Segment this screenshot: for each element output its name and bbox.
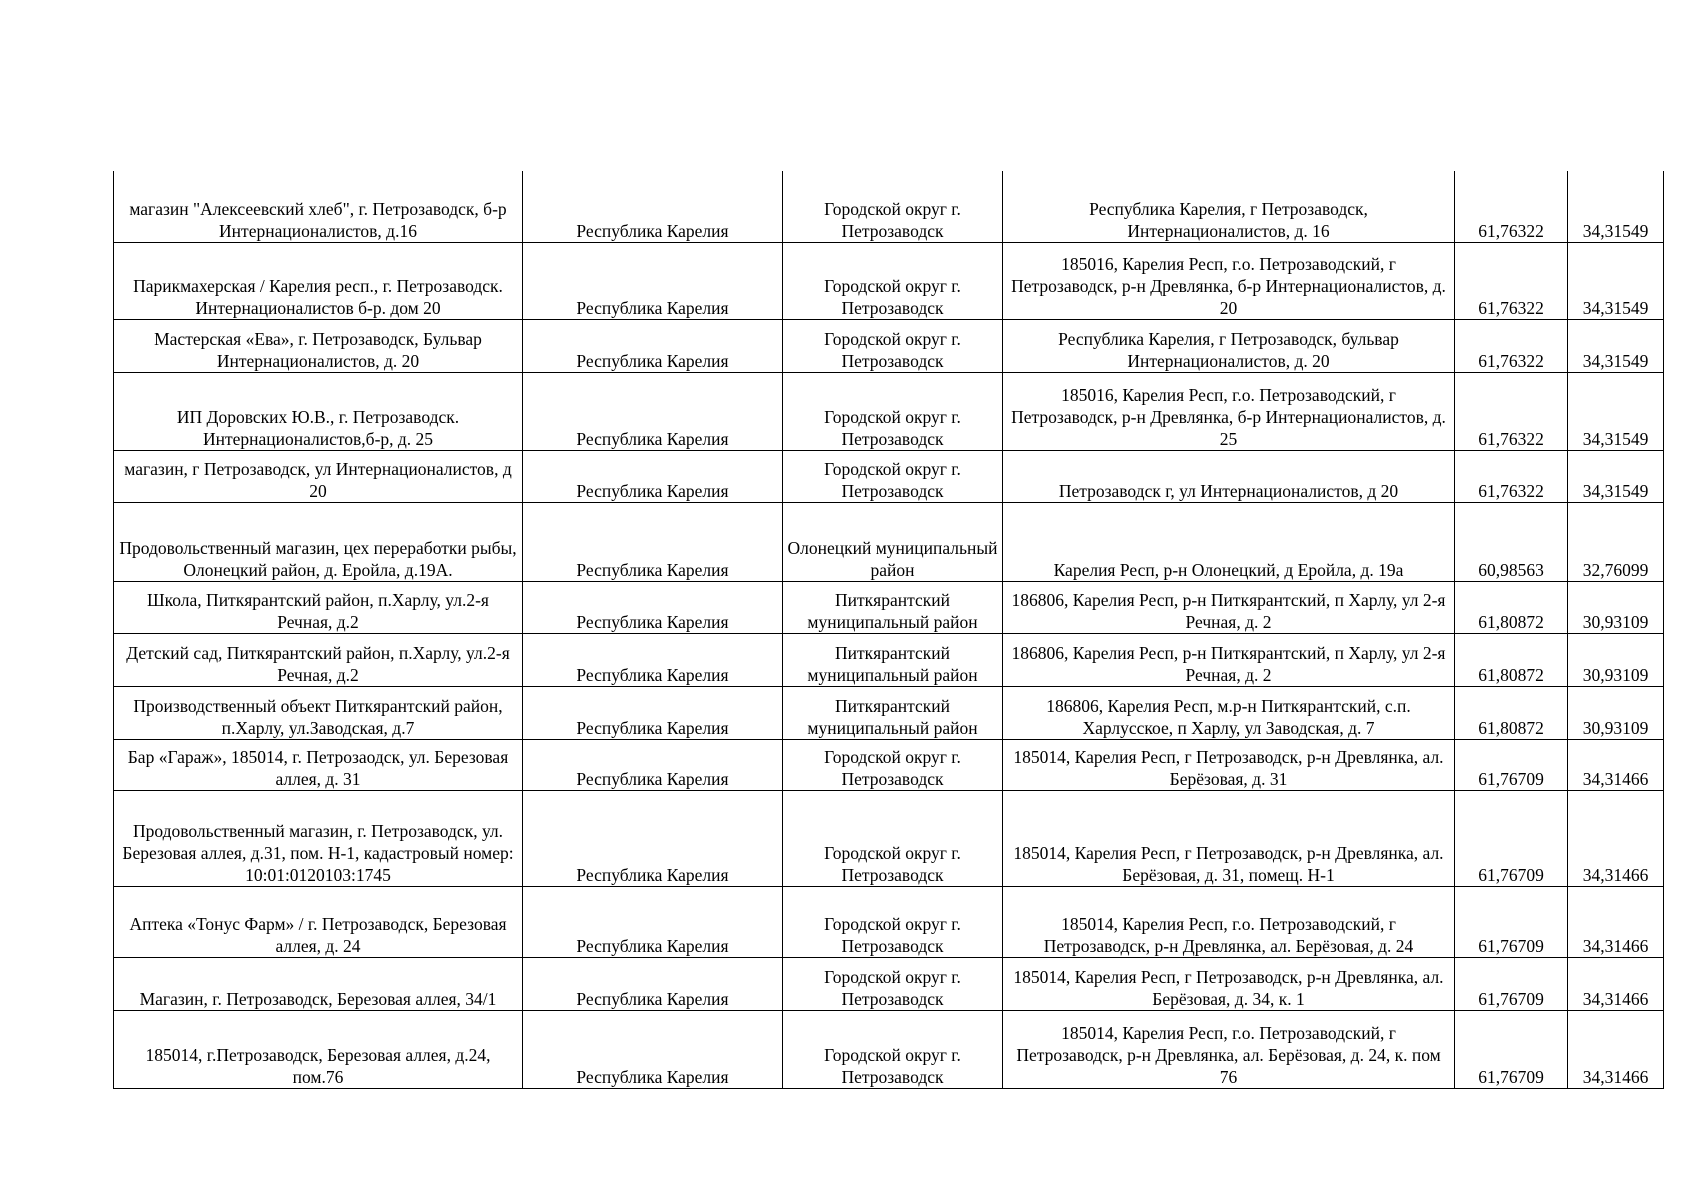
latitude: 61,76709	[1455, 886, 1568, 957]
longitude: 34,31549	[1568, 450, 1664, 502]
address: 186806, Карелия Респ, р-н Питкярантский, п Харлу, ул 2-я Речная, д. 2	[1003, 633, 1455, 686]
district: Городской округ г. Петрозаводск	[783, 790, 1003, 886]
object-name: магазин, г Петрозаводск, ул Интернационалистов, д 20	[114, 450, 523, 502]
object-name: Магазин, г. Петрозаводск, Березовая аллея, 34/1	[114, 957, 523, 1010]
objects-table	[113, 171, 1664, 1089]
region: Республика Карелия	[523, 171, 783, 242]
district: Городской округ г. Петрозаводск	[783, 1010, 1003, 1088]
table-row	[114, 739, 1664, 790]
table-row	[114, 1010, 1664, 1088]
longitude: 30,93109	[1568, 686, 1664, 739]
latitude: 61,80872	[1455, 581, 1568, 633]
region: Республика Карелия	[523, 739, 783, 790]
latitude: 61,76322	[1455, 171, 1568, 242]
latitude: 61,76322	[1455, 372, 1568, 450]
longitude: 34,31466	[1568, 1010, 1664, 1088]
district: Городской округ г. Петрозаводск	[783, 319, 1003, 372]
latitude: 61,76709	[1455, 739, 1568, 790]
latitude: 61,76709	[1455, 790, 1568, 886]
district: Городской округ г. Петрозаводск	[783, 372, 1003, 450]
address: 185014, Карелия Респ, г.о. Петрозаводский, г Петрозаводск, р-н Древлянка, ал. Берёзовая, д. 24	[1003, 886, 1455, 957]
table-row	[114, 319, 1664, 372]
object-name: Бар «Гараж», 185014, г. Петрозаодск, ул. Березовая аллея, д. 31	[114, 739, 523, 790]
object-name: Школа, Питкярантский район, п.Харлу, ул.2-я Речная, д.2	[114, 581, 523, 633]
object-name: 185014, г.Петрозаводск, Березовая аллея, д.24, пом.76	[114, 1010, 523, 1088]
longitude: 34,31549	[1568, 319, 1664, 372]
district: Городской округ г. Петрозаводск	[783, 957, 1003, 1010]
table-row	[114, 372, 1664, 450]
region: Республика Карелия	[523, 790, 783, 886]
table-row	[114, 171, 1664, 242]
longitude: 32,76099	[1568, 502, 1664, 581]
address: 185014, Карелия Респ, г Петрозаводск, р-н Древлянка, ал. Берёзовая, д. 31	[1003, 739, 1455, 790]
district: Городской округ г. Петрозаводск	[783, 450, 1003, 502]
address: Карелия Респ, р-н Олонецкий, д Еройла, д. 19а	[1003, 502, 1455, 581]
district: Городской округ г. Петрозаводск	[783, 886, 1003, 957]
region: Республика Карелия	[523, 633, 783, 686]
table-row	[114, 686, 1664, 739]
table-row	[114, 502, 1664, 581]
longitude: 34,31549	[1568, 242, 1664, 319]
address: 185014, Карелия Респ, г Петрозаводск, р-н Древлянка, ал. Берёзовая, д. 34, к. 1	[1003, 957, 1455, 1010]
longitude: 34,31466	[1568, 957, 1664, 1010]
region: Республика Карелия	[523, 886, 783, 957]
district: Городской округ г. Петрозаводск	[783, 242, 1003, 319]
latitude: 61,76709	[1455, 1010, 1568, 1088]
longitude: 34,31466	[1568, 739, 1664, 790]
address: Республика Карелия, г Петрозаводск, бульвар Интернационалистов, д. 20	[1003, 319, 1455, 372]
object-name: Детский сад, Питкярантский район, п.Харлу, ул.2-я Речная, д.2	[114, 633, 523, 686]
table-row	[114, 450, 1664, 502]
table-row	[114, 242, 1664, 319]
region: Республика Карелия	[523, 686, 783, 739]
table-row	[114, 581, 1664, 633]
longitude: 34,31549	[1568, 372, 1664, 450]
object-name: Производственный объект Питкярантский район, п.Харлу, ул.Заводская, д.7	[114, 686, 523, 739]
address: 185016, Карелия Респ, г.о. Петрозаводский, г Петрозаводск, р-н Древлянка, б-р Интернационалистов, д. 25	[1003, 372, 1455, 450]
object-name: Аптека «Тонус Фарм» / г. Петрозаводск, Березовая аллея, д. 24	[114, 886, 523, 957]
object-name: Продовольственный магазин, цех переработки рыбы, Олонецкий район, д. Еройла, д.19А.	[114, 502, 523, 581]
latitude: 61,76709	[1455, 957, 1568, 1010]
address: 185014, Карелия Респ, г.о. Петрозаводский, г Петрозаводск, р-н Древлянка, ал. Берёзовая, д. 24, к. пом 76	[1003, 1010, 1455, 1088]
district: Городской округ г. Петрозаводск	[783, 171, 1003, 242]
longitude: 30,93109	[1568, 633, 1664, 686]
address: 186806, Карелия Респ, р-н Питкярантский, п Харлу, ул 2-я Речная, д. 2	[1003, 581, 1455, 633]
address: 186806, Карелия Респ, м.р-н Питкярантский, с.п. Харлусское, п Харлу, ул Заводская, д. 7	[1003, 686, 1455, 739]
longitude: 34,31549	[1568, 171, 1664, 242]
latitude: 60,98563	[1455, 502, 1568, 581]
address: 185014, Карелия Респ, г Петрозаводск, р-н Древлянка, ал. Берёзовая, д. 31, помещ. Н-1	[1003, 790, 1455, 886]
region: Республика Карелия	[523, 450, 783, 502]
latitude: 61,80872	[1455, 633, 1568, 686]
latitude: 61,76322	[1455, 242, 1568, 319]
object-name: магазин "Алексеевский хлеб", г. Петрозаводск, б-р Интернационалистов, д.16	[114, 171, 523, 242]
table-row	[114, 957, 1664, 1010]
longitude: 30,93109	[1568, 581, 1664, 633]
object-name: Продовольственный магазин, г. Петрозаводск, ул. Березовая аллея, д.31, пом. Н-1, кадастровый номер: 10:01:0120103:1745	[114, 790, 523, 886]
object-name: Парикмахерская / Карелия респ., г. Петрозаводск. Интернационалистов б-р. дом 20	[114, 242, 523, 319]
region: Республика Карелия	[523, 957, 783, 1010]
table-row	[114, 886, 1664, 957]
longitude: 34,31466	[1568, 886, 1664, 957]
region: Республика Карелия	[523, 581, 783, 633]
latitude: 61,80872	[1455, 686, 1568, 739]
region: Республика Карелия	[523, 372, 783, 450]
district: Питкярантский муниципальный район	[783, 633, 1003, 686]
table-row	[114, 633, 1664, 686]
address: 185016, Карелия Респ, г.о. Петрозаводский, г Петрозаводск, р-н Древлянка, б-р Интернационалистов, д. 20	[1003, 242, 1455, 319]
region: Республика Карелия	[523, 1010, 783, 1088]
address: Петрозаводск г, ул Интернационалистов, д 20	[1003, 450, 1455, 502]
region: Республика Карелия	[523, 242, 783, 319]
district: Олонецкий муниципальный район	[783, 502, 1003, 581]
district: Питкярантский муниципальный район	[783, 686, 1003, 739]
object-name: Мастерская «Ева», г. Петрозаводск, Бульвар Интернационалистов, д. 20	[114, 319, 523, 372]
address: Республика Карелия, г Петрозаводск, Интернационалистов, д. 16	[1003, 171, 1455, 242]
region: Республика Карелия	[523, 319, 783, 372]
district: Городской округ г. Петрозаводск	[783, 739, 1003, 790]
latitude: 61,76322	[1455, 450, 1568, 502]
region: Республика Карелия	[523, 502, 783, 581]
longitude: 34,31466	[1568, 790, 1664, 886]
object-name: ИП Доровских Ю.В., г. Петрозаводск. Интернационалистов,б-р, д. 25	[114, 372, 523, 450]
district: Питкярантский муниципальный район	[783, 581, 1003, 633]
table-row	[114, 790, 1664, 886]
latitude: 61,76322	[1455, 319, 1568, 372]
